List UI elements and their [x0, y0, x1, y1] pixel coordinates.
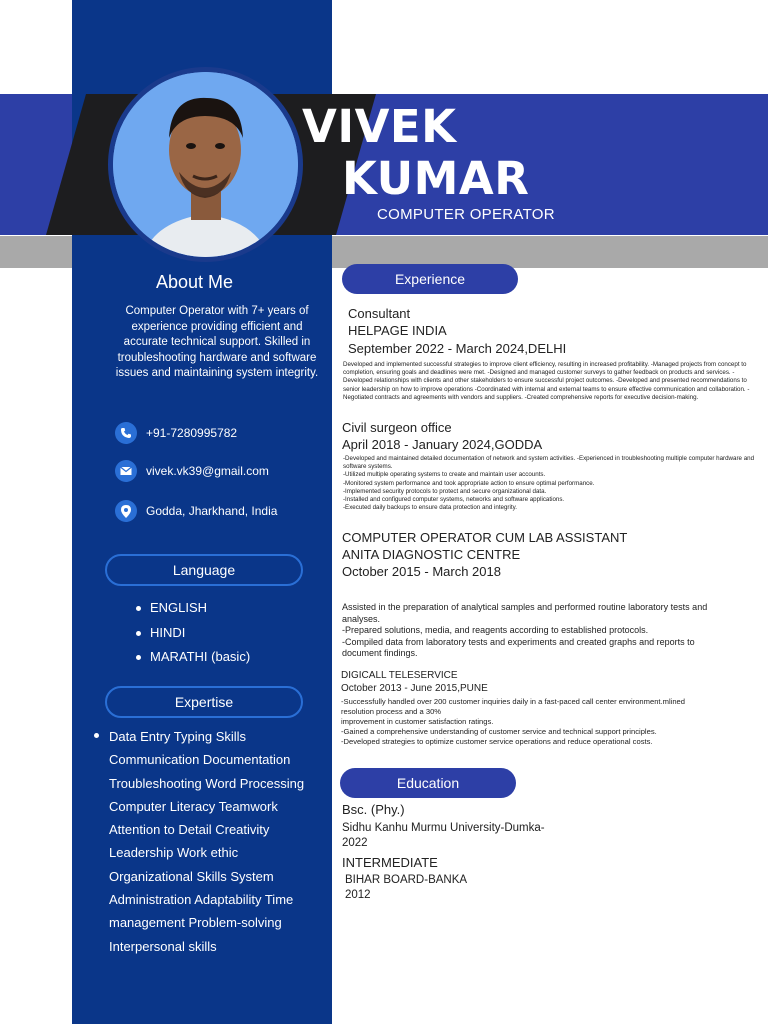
language-list [150, 600, 250, 674]
email-icon [115, 460, 137, 482]
email-text: vivek.vk39@gmail.com [146, 464, 269, 478]
list-item: MARATHI (basic) [150, 649, 250, 674]
expertise-heading: Expertise [105, 686, 303, 718]
phone-icon [115, 422, 137, 444]
location-text: Godda, Jharkhand, India [146, 504, 278, 518]
job-description: -Developed and maintained detailed documentation of network and system activities. -Experienced in troubleshooting multiple computer hardware and software systems. -Utilized multiple operating systems to create and maintain user accounts. -Monitored system performance and took appropriate action to ensure optimal performance. -Implemented security protocols to protect and secure organizational data. -Installed and configured computer systems, networks and software applications. -Executed daily backups to ensure data protection and integrity. [343, 455, 755, 512]
education-heading: Education [340, 768, 516, 798]
job-title: COMPUTER OPERATOR [377, 206, 555, 223]
expertise-text: Data Entry Typing Skills Communication Documentation Troubleshooting Word Processing Computer Literacy Teamwork Attention to Detail Creativity Leadership Work ethic Organizational Skills System Administration Adaptability Time management Problem-solving Interpersonal skills [109, 729, 305, 954]
language-heading: Language [105, 554, 303, 586]
education-degree: INTERMEDIATE [342, 855, 438, 870]
phone-text: +91-7280995782 [146, 426, 238, 440]
experience-heading: Experience [342, 264, 518, 294]
location-icon [115, 500, 137, 522]
education-school: Sidhu Kanhu Murmu University-Dumka- [342, 822, 545, 834]
list-item: ENGLISH [150, 600, 250, 625]
name-last: KUMAR [342, 152, 530, 205]
job-dates: September 2022 - March 2024,DELHI [348, 341, 567, 356]
job-description: -Successfully handled over 200 customer inquiries daily in a fast-paced call center environment.mlined resolution process and a 30% improvement in customer satisfaction ratings. -Gained a comprehensive understanding of customer service and technical support principles. -Developed strategies to optimize customer service operations and reduce operational costs. [341, 697, 686, 746]
job-role: Consultant [348, 306, 411, 321]
profile-photo [108, 67, 303, 262]
about-title: About Me [155, 272, 234, 292]
job-company: ANITA DIAGNOSTIC CENTRE [342, 547, 521, 562]
about-text: Computer Operator with 7+ years of experience providing efficient and accurate technical support. Skilled in troubleshooting hardware and software issues and maintaining system integrity. [115, 305, 319, 380]
job-role: Civil surgeon office [342, 420, 452, 435]
job-description: Assisted in the preparation of analytical samples and performed routine laboratory tests and analyses. -Prepared solutions, media, and reagents according to established protocols. -Compiled data from laboratory tests and experiments and created graphs and reports to document findings. [342, 602, 708, 658]
education-school: BIHAR BOARD-BANKA [345, 874, 468, 886]
job-dates: October 2015 - March 2018 [342, 564, 501, 579]
education-year: 2012 [345, 889, 371, 901]
contact-email [115, 460, 269, 482]
list-item: HINDI [150, 625, 250, 650]
job-company: HELPAGE INDIA [348, 323, 447, 338]
bullet-dot [94, 733, 99, 738]
contact-location [115, 500, 277, 522]
education-year: 2022 [342, 837, 368, 849]
name-first: VIVEK [302, 100, 457, 153]
job-description: Developed and implemented successful strategies to improve client efficiency, resulting in increased profitability. -Managed projects from concept to completion, ensuring goals and deadlines were met. -Designed and managed customer surveys to gather feedback on products and services. -Developed relationships with clients and other stakeholders to ensure successful project outcomes. -Developed and presented recommendations to senior leadership on how to improve operations -Coordinated with internal and external teams to ensure effective communication and collaboration. -Negotiated contracts and agreements with vendors and suppliers. -Created comprehensive reports for executive decision-making. [343, 361, 750, 401]
job-role: COMPUTER OPERATOR CUM LAB ASSISTANT [342, 530, 628, 545]
contact-phone [115, 422, 237, 444]
avatar [113, 72, 298, 257]
education-degree: Bsc. (Phy.) [342, 802, 405, 817]
job-dates: October 2013 - June 2015,PUNE [341, 683, 488, 694]
job-dates: April 2018 - January 2024,GODDA [342, 437, 543, 452]
job-role: DIGICALL TELESERVICE [341, 670, 458, 681]
